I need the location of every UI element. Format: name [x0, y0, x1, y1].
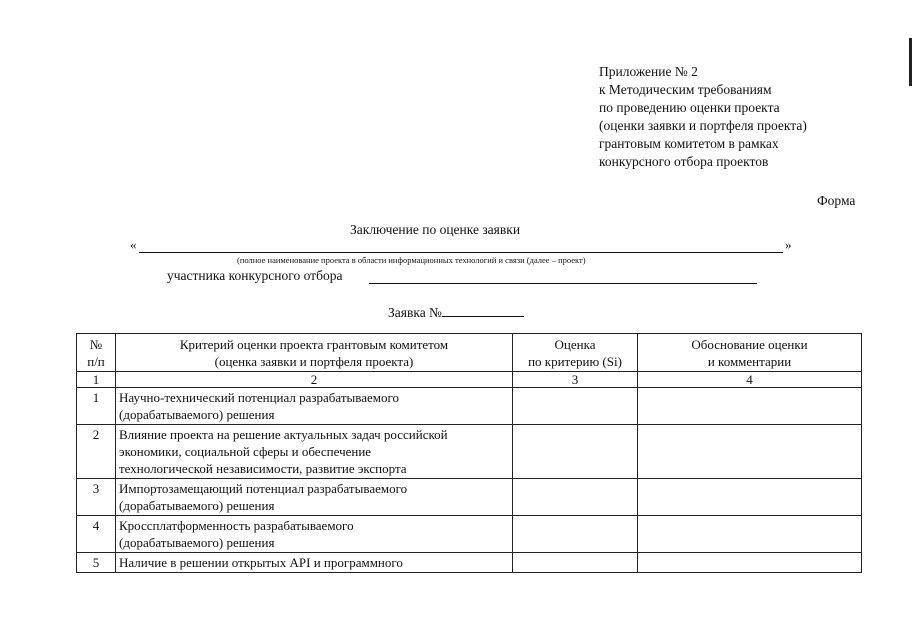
quote-close: » — [785, 237, 792, 252]
table-header-row — [77, 334, 862, 372]
header-score-line: по критерию (Si) — [528, 354, 622, 369]
comment-cell[interactable] — [638, 516, 862, 553]
table-row — [77, 479, 862, 516]
criterion-line: технологической независимости, развитие экспорта — [119, 461, 407, 476]
criterion-line: Научно-технический потенциал разрабатываемого — [119, 390, 400, 405]
criterion-cell — [116, 388, 513, 425]
header-score-line: Оценка — [554, 337, 596, 352]
header-criterion-line: Критерий оценки проекта грантовым комитетом — [179, 337, 449, 352]
header-comment-line: Обоснование оценки — [691, 337, 808, 352]
criterion-line: Кроссплатформенность разрабатываемого — [119, 518, 354, 533]
header-criterion — [116, 334, 513, 372]
comment-cell[interactable] — [638, 553, 862, 573]
header-comment — [638, 334, 862, 372]
column-number: 4 — [638, 372, 862, 388]
appendix-line: конкурсного отбора проектов — [599, 154, 769, 169]
table-row — [77, 425, 862, 479]
criterion-line: Влияние проекта на решение актуальных задач российской — [119, 427, 448, 442]
score-cell[interactable] — [513, 553, 638, 573]
row-number: 5 — [77, 553, 116, 573]
comment-cell[interactable] — [638, 388, 862, 425]
header-num — [77, 334, 116, 372]
criterion-cell — [116, 553, 513, 573]
header-criterion-line: (оценка заявки и портфеля проекта) — [214, 354, 414, 369]
table-row — [77, 553, 862, 573]
criterion-line: (дорабатываемого) решения — [119, 407, 275, 422]
criterion-cell — [116, 425, 513, 479]
criterion-cell — [116, 516, 513, 553]
header-num-line: п/п — [87, 354, 105, 369]
header-num-line: № — [89, 337, 103, 352]
appendix-line: (оценки заявки и портфеля проекта) — [599, 118, 807, 133]
appendix-block — [599, 63, 807, 171]
criterion-line: Наличие в решении открытых API и программного — [119, 555, 403, 570]
score-cell[interactable] — [513, 479, 638, 516]
appendix-line: грантовым комитетом в рамках — [599, 136, 779, 151]
appendix-line: по проведению оценки проекта — [599, 100, 780, 115]
score-cell[interactable] — [513, 516, 638, 553]
column-number-row — [77, 372, 862, 388]
criterion-line: Импортозамещающий потенциал разрабатываемого — [119, 481, 408, 496]
application-label: Заявка № — [388, 305, 442, 320]
header-comment-line: и комментарии — [707, 354, 792, 369]
form-label: Форма — [817, 193, 856, 208]
criterion-cell — [116, 479, 513, 516]
table-row — [77, 516, 862, 553]
participant-label: участника конкурсного отбора — [167, 268, 343, 283]
appendix-line: Приложение № 2 — [599, 64, 698, 79]
column-number: 1 — [77, 372, 116, 388]
appendix-line: к Методическим требованиям — [599, 82, 772, 97]
score-cell[interactable] — [513, 388, 638, 425]
comment-cell[interactable] — [638, 479, 862, 516]
quote-open: « — [130, 237, 137, 252]
document-title: Заключение по оценке заявки — [350, 222, 521, 237]
criterion-line: экономики, социальной сферы и обеспечение — [119, 444, 372, 459]
criterion-line: (дорабатываемого) решения — [119, 498, 275, 513]
row-number: 3 — [77, 479, 116, 516]
comment-cell[interactable] — [638, 425, 862, 479]
row-number: 2 — [77, 425, 116, 479]
participant-name-line[interactable] — [369, 283, 757, 284]
criteria-table — [76, 333, 862, 573]
score-cell[interactable] — [513, 425, 638, 479]
table-row — [77, 388, 862, 425]
application-number — [388, 304, 524, 321]
criterion-line: (дорабатываемого) решения — [119, 535, 275, 550]
project-name-line[interactable] — [139, 252, 783, 253]
row-number: 1 — [77, 388, 116, 425]
header-score — [513, 334, 638, 372]
column-number: 2 — [116, 372, 513, 388]
project-name-hint: (полное наименование проекта в области информационных технологий и связи (далее – проект) — [237, 255, 586, 265]
column-number: 3 — [513, 372, 638, 388]
row-number: 4 — [77, 516, 116, 553]
application-number-line[interactable] — [442, 304, 524, 317]
